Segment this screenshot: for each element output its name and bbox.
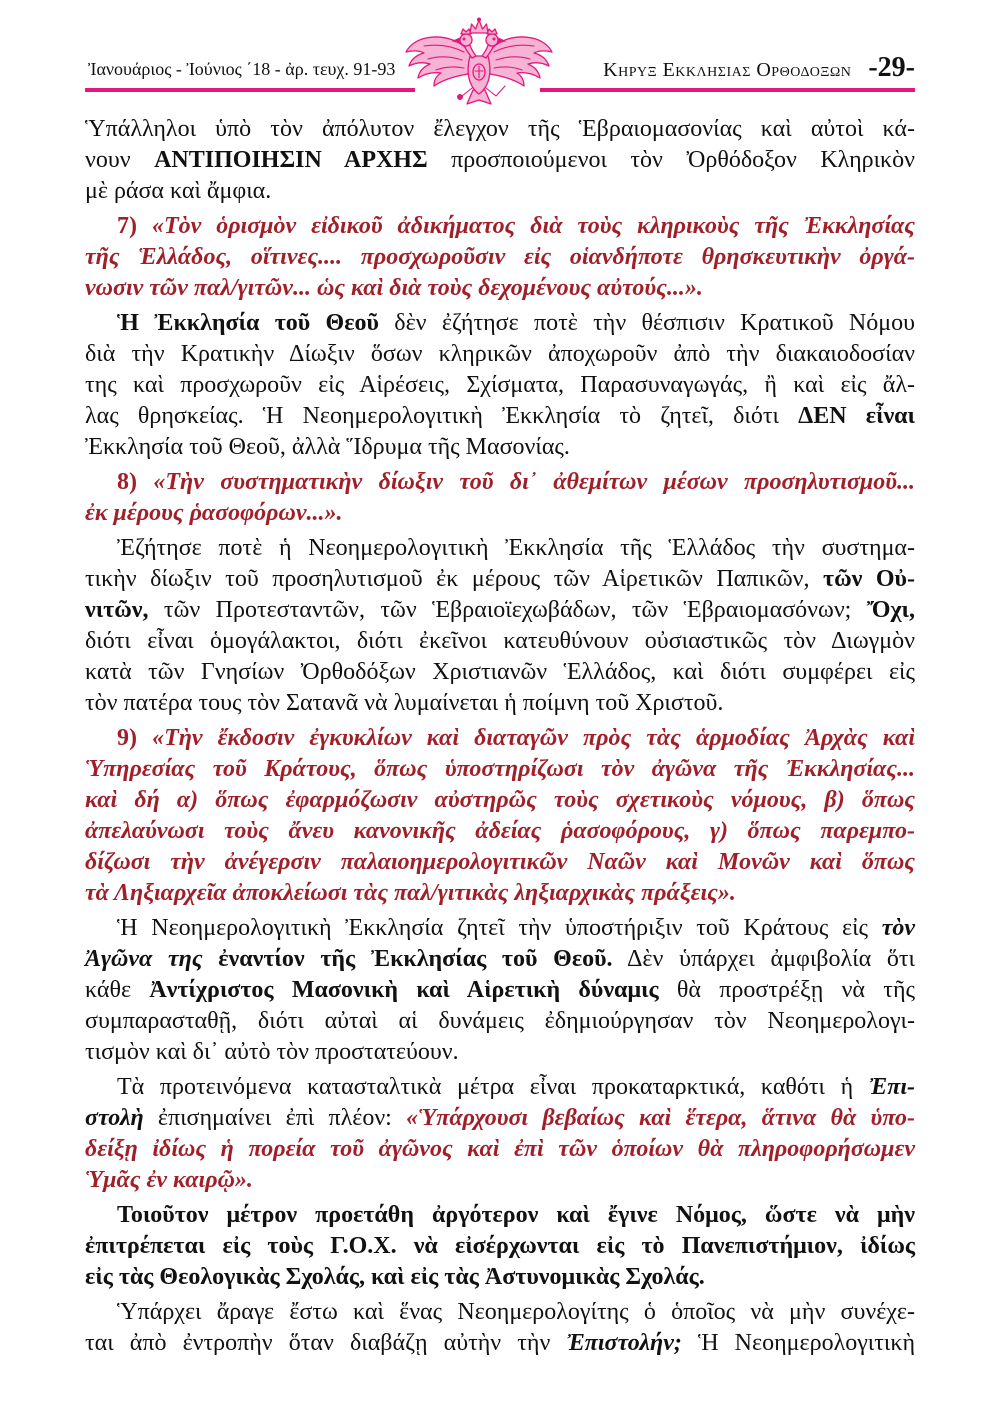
text-line: [85, 688, 915, 719]
bold-text: εἰς τὰς Θεολογικὰς Σχολάς, καὶ εἰς τὰς Ἀστυνομικὰς Σχολάς.: [85, 1264, 705, 1290]
text-line: [85, 273, 915, 304]
text-line: [85, 723, 915, 754]
text-run: συμπαρασταθῇ, διότι αὐταὶ αἱ δυνάμεις ἐδημιούργησαν τὸν Νεοημερολογι-: [85, 1008, 915, 1034]
quoted-text: «Ὑπάρχουσι βεβαίως καὶ ἕτερα, ἅτινα θὰ ὑπο-: [406, 1105, 915, 1131]
double-headed-eagle-icon: [403, 16, 555, 106]
text-line: [85, 432, 915, 463]
quoted-text: τῆς Ἑλλάδος, οἵτινες.... προσχωροῦσιν εἰς οἱανδήποτε θρησκευτικὴν ὀργά-: [85, 244, 915, 270]
header-rule-left: [85, 88, 415, 92]
quoted-text: δείξῃ ἰδίως ἡ πορεία τοῦ ἀγῶνος καὶ ἐπὶ τῶν ὁποίων θὰ πληροφορήσωμεν: [85, 1136, 915, 1162]
text-line: [85, 242, 915, 273]
text-run: Ἐζήτησε ποτὲ ἡ Νεοημερολογιτικὴ Ἐκκλησία τῆς Ἑλλάδος τὴν συστημα-: [117, 535, 915, 561]
text-run: τῶν Προτεσταντῶν, τῶν Ἑβραιοϊεχωβάδων, τῶν Ἑβραιομασόνων;: [148, 597, 867, 623]
text-line: [85, 1200, 915, 1231]
paragraph: [85, 913, 915, 1068]
text-line: [85, 370, 915, 401]
text-line: [85, 533, 915, 564]
bold-italic-text: στολὴ: [85, 1105, 144, 1131]
bold-text: Τοιοῦτον μέτρον προετάθη ἀργότερον καὶ ἔγινε Νόμος, ὥστε νὰ μὴν: [117, 1202, 915, 1228]
text-run: κατὰ τῶν Γνησίων Ὀρθοδόξων Χριστιανῶν Ἑλλάδος, καὶ διότι συμφέρει εἰς: [85, 659, 915, 685]
paragraph: [85, 211, 915, 304]
text-run: διὰ τὴν Κρατικὴν Δίωξιν ὅσων κληρικῶν ἀποχωροῦν ἀπὸ τὴν διακαιοδοσίαν: [85, 341, 915, 367]
text-run: τισμὸν καὶ δι᾽ αὐτὸ τὸν προστατεύουν.: [85, 1039, 459, 1065]
text-line: [85, 1006, 915, 1037]
item-number: 7): [117, 213, 152, 239]
text-line: [85, 975, 915, 1006]
paragraph: [85, 723, 915, 909]
quoted-text: «Τὴν συστηματικὴν δίωξιν τοῦ δι᾽ ἀθεμίτων μέσων προσηλυτισμοῦ...: [153, 469, 915, 495]
text-line: [85, 1328, 915, 1359]
text-line: [85, 564, 915, 595]
text-run: προσποιούμενοι τὸν Ὀρθόδοξον Κληρικὸν: [427, 147, 916, 173]
text-run: λας θρησκείας. Ἡ Νεοημερολογιτικὴ Ἐκκλησία τὸ ζητεῖ, διότι: [85, 403, 799, 429]
quoted-text: νωσιν τῶν παλ/γιτῶν... ὡς καὶ διὰ τοὺς δεχομένους αὐτούς...».: [85, 275, 703, 301]
text-run: Δὲν ὑπάρχει ἀμφιβολία ὅτι: [612, 946, 915, 972]
text-line: [85, 211, 915, 242]
text-run: Ἡ Νεοημερολογιτικὴ: [681, 1330, 916, 1356]
header-rule-right: [540, 88, 915, 92]
quoted-text: καὶ δή α) ὅπως ἐφαρμόζωσιν αὐστηρῶς τοὺς σχετικοὺς νόμους, β) ὅπως: [85, 787, 915, 813]
text-line: [85, 657, 915, 688]
text-run: δὲν ἐζήτησε ποτὲ τὴν θέσπισιν Κρατικοῦ Νόμου: [378, 310, 915, 336]
text-run: Ἐκκλησία τοῦ Θεοῦ, ἀλλὰ Ἵδρυμα τῆς Μασονίας.: [85, 434, 570, 460]
text-run: διότι εἶναι ὁμογάλακτοι, διότι ἐκεῖνοι κατευθύνουν οὐσιαστικῶς τὸν Διωγμὸν: [85, 628, 915, 654]
bold-text: Ἀντίχριστος Μασονικὴ καὶ Αἱρετικὴ δύναμις: [149, 977, 659, 1003]
text-run: ἐπισημαίνει ἐπὶ πλέον:: [143, 1105, 407, 1131]
quoted-text: Ὑπηρεσίας τοῦ Κράτους, ὅπως ὑποστηρίζωσι τὸν ἀγῶνα τῆς Ἐκκλησίας...: [85, 756, 915, 782]
text-line: [85, 401, 915, 432]
text-run: θὰ προστρέξῃ νὰ τῆς: [658, 977, 916, 1003]
item-number: 8): [117, 469, 154, 495]
bold-text: Ὄχι,: [866, 597, 915, 623]
text-run: κάθε: [85, 977, 150, 1003]
text-line: [85, 1103, 915, 1134]
text-line: [85, 595, 915, 626]
text-line: [85, 1072, 915, 1103]
text-line: [85, 308, 915, 339]
issue-info: Ἰανουάριος - Ἰούνιος ΄18 - ἀρ. τευχ. 91-93: [88, 59, 396, 79]
article-body: [85, 114, 915, 1359]
bold-text: νιτῶν,: [85, 597, 149, 623]
text-run: μὲ ράσα καὶ ἄμφια.: [85, 178, 272, 204]
text-line: [85, 467, 915, 498]
text-line: [85, 785, 915, 816]
text-line: [85, 944, 915, 975]
bold-text: ΑΝΤΙΠΟΙΗΣΙΝ ΑΡΧΗΣ: [154, 147, 428, 173]
quoted-text: ἀπελαύνωσι τοὺς ἄνευ κανονικῆς ἀδείας ῥασοφόρους, γ) ὅπως παρεμπο-: [85, 818, 915, 844]
text-line: [85, 114, 915, 145]
text-line: [85, 847, 915, 878]
text-run: Ὑπάλληλοι ὑπὸ τὸν ἀπόλυτον ἔλεγχον τῆς Ἑβραιομασονίας καὶ αὐτοὶ κά-: [85, 116, 915, 142]
text-run: νουν: [85, 147, 155, 173]
journal-masthead: [603, 52, 915, 84]
text-line: [85, 1037, 915, 1068]
paragraph: [85, 1072, 915, 1196]
bold-text: ἐπιτρέπεται εἰς τοὺς Γ.Ο.Χ. νὰ εἰσέρχωνται εἰς τὸ Πανεπιστήμιον, ἰδίως: [85, 1233, 915, 1259]
text-line: [85, 176, 915, 207]
quoted-text: «Τὸν ὁρισμὸν εἰδικοῦ ἀδικήματος διὰ τοὺς κληρικοὺς τῆς Ἐκκλησίας: [151, 213, 915, 239]
bold-italic-text: Ἐπι-: [868, 1074, 915, 1100]
text-line: [85, 339, 915, 370]
bold-text: ΔΕΝ εἶναι: [798, 403, 915, 429]
text-line: [85, 145, 915, 176]
text-run: τὸν πατέρα τους τὸν Σατανᾶ νὰ λυμαίνεται ἡ ποίμνη τοῦ Χριστοῦ.: [85, 690, 724, 716]
paragraph: [85, 114, 915, 207]
text-line: [85, 1134, 915, 1165]
text-run: της καὶ προσχωροῦν εἰς Αἱρέσεις, Σχίσματα, Παρασυναγωγάς, ἢ καὶ εἰς ἄλ-: [85, 372, 915, 398]
paragraph: [85, 308, 915, 463]
paragraph: [85, 533, 915, 719]
bold-text: Ἡ Ἐκκλησία τοῦ Θεοῦ: [117, 310, 379, 336]
quoted-text: Ὑμᾶς ἐν καιρῷ».: [85, 1167, 253, 1193]
text-line: [85, 754, 915, 785]
text-line: [85, 1231, 915, 1262]
bold-italic-text: Ἐπιστολήν;: [566, 1330, 682, 1356]
quoted-text: «Τὴν ἔκδοσιν ἐγκυκλίων καὶ διαταγῶν πρὸς τὰς ἁρμοδίας Ἀρχὰς καὶ: [152, 725, 915, 751]
text-run: Ὑπάρχει ἄραγε ἔστω καὶ ἕνας Νεοημερολογίτης ὁ ὁποῖος νὰ μὴν συνέχε-: [117, 1299, 915, 1325]
text-line: [85, 816, 915, 847]
text-line: [85, 878, 915, 909]
text-run: Τὰ προτεινόμενα κατασταλτικὰ μέτρα εἶναι προκαταρκτικά, καθότι ἡ: [117, 1074, 869, 1100]
paragraph: [85, 1297, 915, 1359]
text-line: [85, 1262, 915, 1293]
quoted-text: ἐκ μέρους ῥασοφόρων...».: [85, 500, 343, 526]
bold-text: τῶν Οὐ-: [823, 566, 915, 592]
bold-text: ἐναντίον τῆς Ἐκκλησίας τοῦ Θεοῦ.: [202, 946, 613, 972]
journal-title: Κηρυξ Εκκλησιας Ορθοδοξων: [603, 59, 852, 81]
quoted-text: τὰ Ληξιαρχεῖα ἀποκλείωσι τὰς παλ/γιτικὰς ληξιαρχικὰς πράξεις».: [85, 880, 736, 906]
text-line: [85, 498, 915, 529]
bold-italic-text: Ἀγῶνα της: [85, 946, 203, 972]
text-line: [85, 913, 915, 944]
text-run: Ἡ Νεοημερολογιτικὴ Ἐκκλησία ζητεῖ τὴν ὑποστήριξιν τοῦ Κράτους εἰς: [117, 915, 882, 941]
quoted-text: δίζωσι τὴν ἀνέγερσιν παλαιοημερολογιτικῶν Ναῶν καὶ Μονῶν καὶ ὅπως: [85, 849, 915, 875]
text-run: τικὴν δίωξιν τοῦ προσηλυτισμοῦ ἐκ μέρους τῶν Αἱρετικῶν Παπικῶν,: [85, 566, 824, 592]
item-number: 9): [117, 725, 153, 751]
paragraph: [85, 467, 915, 529]
text-line: [85, 1297, 915, 1328]
bold-italic-text: τὸν: [881, 915, 915, 941]
text-line: [85, 626, 915, 657]
text-run: ται ἀπὸ ἐντροπὴν ὅταν διαβάζῃ αὐτὴν τὴν: [85, 1330, 567, 1356]
text-line: [85, 1165, 915, 1196]
page-number: -29-: [868, 52, 915, 83]
paragraph: [85, 1200, 915, 1293]
